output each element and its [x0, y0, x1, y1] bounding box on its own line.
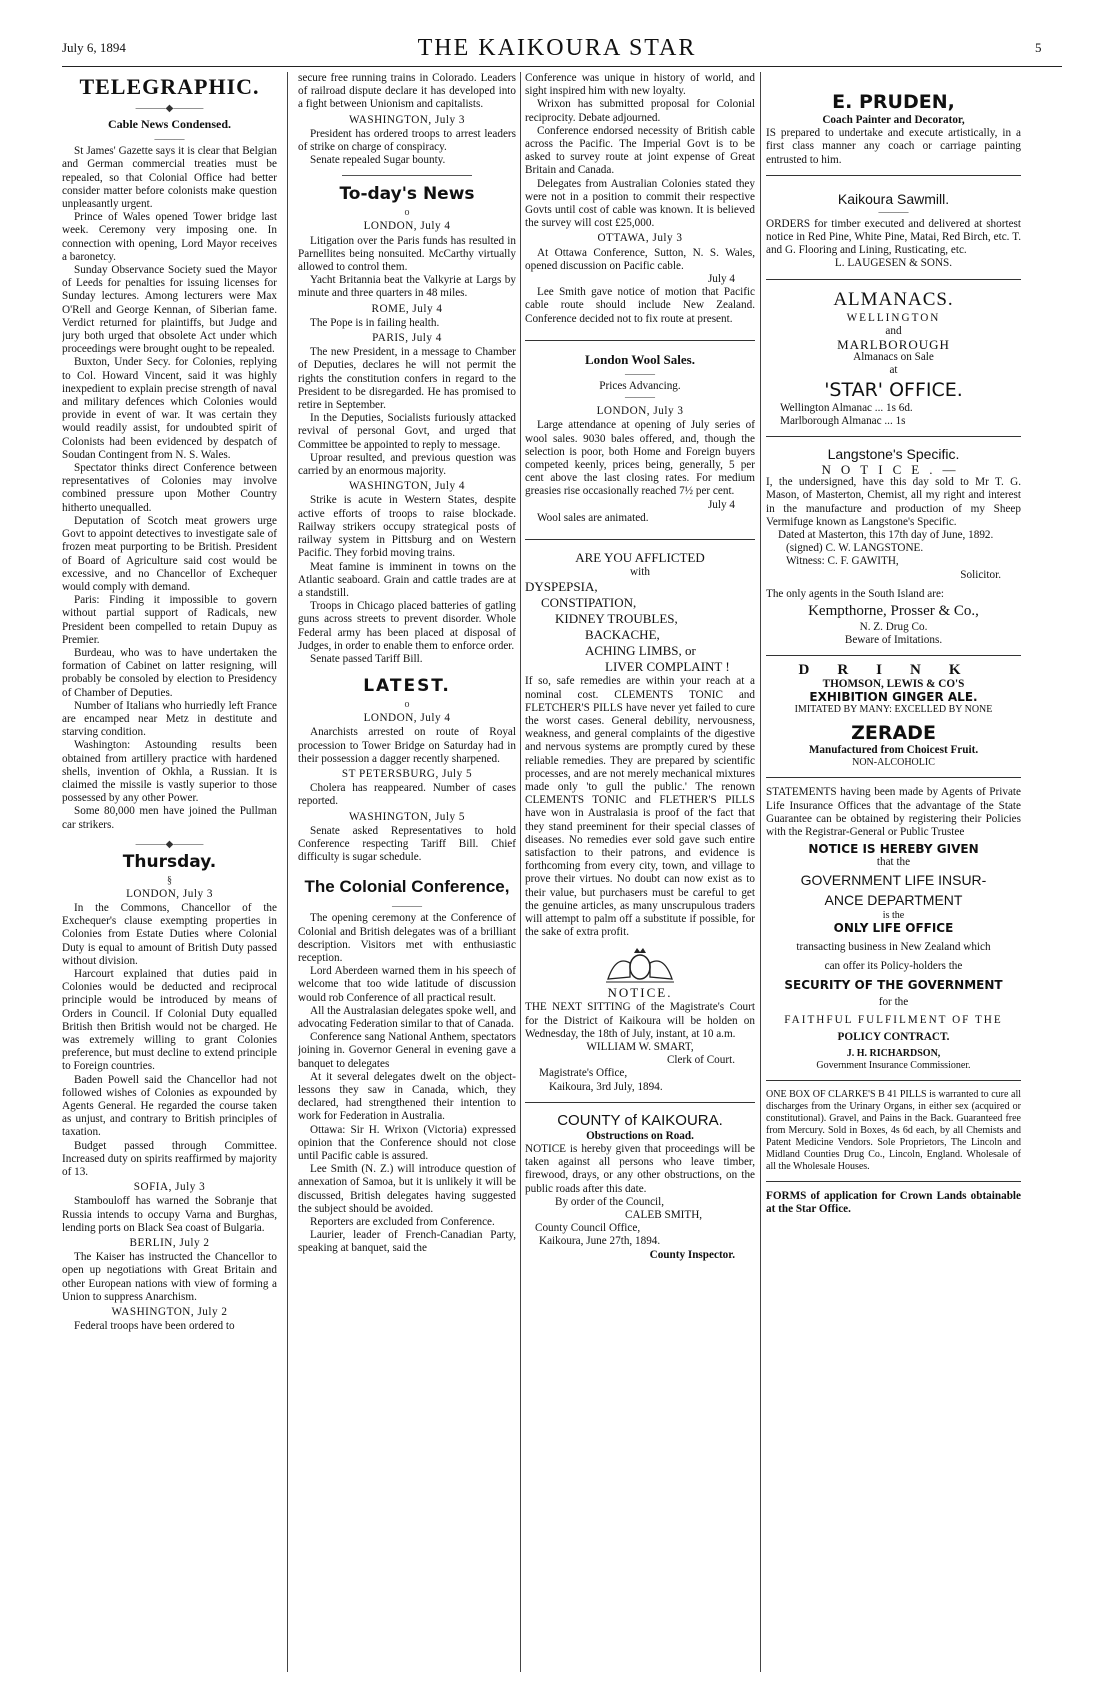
ad-line: EXHIBITION GINGER ALE.	[809, 689, 978, 704]
ad-line: NOTICE IS HEREBY GIVEN	[808, 842, 979, 857]
news-paragraph: secure free running trains in Colorado. Leaders of railroad dispute declare it has developed into a fight between Unionism and capitalists.	[298, 72, 516, 111]
section-title: LATEST.	[363, 676, 451, 697]
ad-line: for the	[878, 996, 909, 1009]
section-rule	[525, 539, 755, 540]
news-paragraph: Budget passed through Committee. Increased duty on spirits reaffirmed by majority of 13.	[62, 1139, 277, 1179]
section-rule	[766, 175, 1021, 176]
ad-line: Beware of Imitations.	[844, 634, 943, 647]
column-news	[298, 72, 516, 1677]
ad-title: Langstone's Specific.	[827, 446, 960, 463]
section-rule	[766, 436, 1021, 437]
section-rule	[525, 340, 755, 341]
dateline: WASHINGTON, July 4	[348, 480, 465, 493]
section-rule	[766, 279, 1021, 280]
ad-title: ARE YOU AFFLICTED	[575, 550, 705, 566]
column-divider	[287, 72, 288, 1672]
news-paragraph: Strike is acute in Western States, despite active efforts of troops to raise blockade. Railway strikers occupy strategical posts of railway system in Pittsburg and on Western Pacific. They forbid moving trains.	[298, 494, 516, 560]
ad-paragraph: If so, safe remedies are within your reach at a nominal cost. CLEMENTS TONIC and FLETCHER'S PILLS have never yet failed to cure the worst cases. General debility, nervousness, weakness, and general complaints of the digestive and nervous systems are promptly cured by these reliable remedies. They are prepared by scientific processes, and are not merely mechanical mixtures made only 'to gull the public.' The renown CLEMENTS TONIC and FLETHER'S PILLS have won in Australasia is proof of the fact that they stand preeminent for their special classes of diseases. No remedies ever sold gave such entire satisfaction to their patrons, and evidence is forthcoming from every city, town, and village to prove their virtues. No doubt can now exist as to their value, but purchasers must be careful to get the genuine articles, as many unscrupulous traders will attempt to palm off a substitute if possible, for the sake of extra profit.	[525, 675, 755, 939]
ad-line: that the	[876, 856, 911, 869]
section-title: London Wool Sales.	[585, 351, 695, 367]
section-rule	[525, 1102, 755, 1103]
ad-line: can offer its Policy-holders the	[824, 959, 963, 972]
dateline: WASHINGTON, July 2	[111, 1306, 228, 1319]
ad-title: DRINK	[798, 662, 989, 679]
news-paragraph: The opening ceremony at the Conference of Colonial and British delegates was of a brilliant description. Visitors met with enthusiastic reception.	[298, 912, 516, 964]
dateline: WASHINGTON, July 5	[348, 810, 465, 823]
royal-crest-icon	[600, 945, 680, 985]
short-rule: ———	[392, 901, 422, 913]
news-paragraph: Delegates from Australian Colonies stated they were not in a position to commit their respective Govts until cost of cable was known. It is believed the survey will cost £25,000.	[525, 177, 755, 230]
news-paragraph: Harcourt explained that duties paid in Colonies would be deducted and reciprocal principle would be introduced by means of Orders in Council. If Colonial Duty equalled British then British would not be charged. He was extremely willing to grant Colonies preference, but must decline to extend principle to Foreign countries.	[62, 967, 277, 1073]
news-paragraph: Litigation over the Paris funds has resulted in Parnellites being nonsuited. McCarthy virtually allowed to control them.	[298, 234, 516, 274]
ad-text: IS prepared to undertake and execute artistically, in a first class manner any coach or carriage painting entrusted to him.	[766, 127, 1021, 166]
county-signature: CALEB SMITH,	[625, 1209, 703, 1221]
county-date: Kaikoura, June 27th, 1894.	[539, 1235, 661, 1248]
ad-line: NON-ALCOHOLIC	[852, 757, 935, 769]
news-paragraph: The Pope is in failing health.	[310, 316, 440, 329]
section-mark: o	[404, 699, 410, 711]
ad-line: Government Insurance Commissioner.	[816, 1059, 971, 1071]
news-paragraph: St James' Gazette says it is clear that Belgian and German commercial treaties must be repealed, so that Colonial Office had better consider matter before colonists make question unpleasantly urgent.	[62, 145, 277, 211]
ad-subtitle: Coach Painter and Decorator,	[822, 114, 965, 126]
news-paragraph: Senate repealed Sugar bounty.	[310, 154, 446, 167]
news-paragraph: Prince of Wales opened Tower bridge last week. Ceremony very imposing one. In connection with opening, Lord Mayor receives a baronetcy.	[62, 211, 277, 263]
ad-line: MARLBOROUGH	[837, 337, 950, 353]
dateline: ST PETERSBURG, July 5	[341, 767, 473, 780]
news-paragraph: At it several delegates dwelt on the object-lessons they saw in Canada, which, they declared, had strengthened their intention to work for Federation in Australia.	[298, 1070, 516, 1123]
notice-date: Kaikoura, 3rd July, 1894.	[549, 1080, 663, 1093]
dateline: WASHINGTON, July 3	[348, 113, 465, 126]
news-paragraph: In the Commons, Chancellor of the Exchequer's clause exempting properties in Colonies from Estate Duties where Colonial Duty is equal to amount of British Duty passed without division.	[62, 901, 277, 967]
section-rule	[766, 1181, 1021, 1182]
dateline: ROME, July 4	[371, 302, 443, 315]
ad-line: (signed) C. W. LANGSTONE.	[786, 542, 924, 555]
section-rule	[342, 175, 473, 176]
dateline: SOFIA, July 3	[133, 1181, 206, 1194]
dateline: LONDON, July 4	[363, 712, 451, 725]
ad-line: ONLY LIFE OFFICE	[833, 920, 954, 935]
ad-line: SECURITY OF THE GOVERNMENT	[784, 978, 1003, 993]
news-paragraph: All the Australasian delegates spoke well, and advocating Federation similar to that of Canada.	[298, 1004, 516, 1030]
ad-line: N. Z. Drug Co.	[859, 621, 928, 634]
news-paragraph: Washington: Astounding results been obtained from artillery practice with hardened shells, invention of Okhla, a Russian. It is claimed the missile is vastly superior to those possessed by any other Power.	[62, 739, 277, 805]
news-paragraph: Buxton, Under Secy. for Colonies, replying to Col. Howard Vincent, said it was highly inexpedient to explain precise strength of naval and military defences which Colonies would provide in event of war. It was certain they would readily assist, for undoubted spirit of Colonists had been evidenced by despatch of Soudan Contingent from N. S. Wales.	[62, 356, 277, 461]
dateline: LONDON, July 4	[363, 220, 451, 233]
ad-line: IMITATED BY MANY: EXCELLED BY NONE	[794, 704, 993, 716]
news-paragraph: Paris: Finding it impossible to govern without partial support of Radicals, new President been compelled to retain Dupuy as Premier.	[62, 594, 277, 646]
dateline: LONDON, July 3	[126, 887, 213, 900]
news-paragraph: Senate asked Representatives to hold Conference respecting Tariff Bill. Chief difficulty is sugar schedule.	[298, 824, 516, 864]
page-number: 5	[1035, 40, 1042, 55]
news-paragraph: The Kaiser has instructed the Chancellor to open up negotiations with Great Britain and other European nations with view of forming a Union to suppress Anarchism.	[62, 1251, 277, 1303]
news-paragraph: Sunday Observance Society sued the Mayor of Leeds for penalties for issuing licenses for Sunday lectures. Among lecturers were Max O'Rell and George Kennan, of Siberian fame. Verdict returned for plaintiffs, but Judge and jury both urged that obsolete Act under which proceedings were brought ought to be repealed.	[62, 264, 277, 356]
ad-line: Solicitor.	[960, 568, 1001, 581]
ad-line: transacting business in New Zealand which	[796, 940, 991, 953]
news-paragraph: Reporters are excluded from Conference.	[310, 1216, 495, 1229]
county-role: County Inspector.	[649, 1248, 735, 1261]
short-rule: ———	[625, 369, 655, 381]
ad-line: GOVERNMENT LIFE INSUR-	[800, 871, 987, 888]
news-paragraph: Lee Smith (N. Z.) will introduce question of annexation of Samoa, but it is unlikely it will be discussed, British delegates having suggested the subject should be avoided.	[298, 1163, 516, 1215]
ailment-item: BACKACHE,	[585, 627, 660, 643]
short-rule: ———	[154, 134, 185, 146]
notice-text: THE NEXT SITTING of the Magistrate's Court for the District of Kaikoura will be holden on Wednesday, the 18th of July, instant, at 10 a.m.	[525, 1001, 755, 1040]
ailment-item: KIDNEY TROUBLES,	[555, 611, 678, 627]
ad-text: I, the undersigned, have this day sold to Mr T. G. Mason, of Masterton, Chemist, all my right and interest in the manufacture and production of my Sheep Vermifuge known as Langstone's Specific.	[766, 476, 1021, 528]
ad-signature: L. LAUGESEN & SONS.	[834, 257, 953, 270]
ad-line: Dated at Masterton, this 17th day of June, 1892.	[778, 529, 994, 542]
notice-office: Magistrate's Office,	[539, 1067, 628, 1080]
news-paragraph: Large attendance at opening of July series of wool sales. 9030 bales offered, and, though the selection is poor, both Home and Foreign buyers competed keenly, prices being, generally, 5 per cent above the last closing rates. For medium greasies rise occasionally reached 7½ per cent.	[525, 419, 755, 498]
section-rule	[766, 1080, 1021, 1081]
news-paragraph: President has ordered troops to arrest leaders of strike on charge of conspiracy.	[298, 127, 516, 154]
ad-line: NOTICE.—	[821, 462, 966, 478]
news-paragraph: Conference was unique in history of world, and sight inspired him with new loyalty.	[525, 72, 755, 98]
ad-line: POLICY CONTRACT.	[837, 1030, 950, 1043]
dateline: PARIS, July 4	[372, 332, 442, 345]
price-line: Wellington Almanac ... 1s 6d.	[780, 401, 913, 414]
ad-text: FORMS of application for Crown Lands obtainable at the Star Office.	[766, 1189, 1021, 1216]
news-paragraph: Conference sang National Anthem, spectators joining in. Governor General in evening gave a banquet to delegates	[298, 1031, 516, 1070]
ad-title: E. PRUDEN,	[832, 91, 955, 113]
ad-line: Manufactured from Choicest Fruit.	[808, 744, 979, 757]
news-paragraph: Laurier, leader of French-Canadian Party, speaking at banquet, said the	[298, 1229, 516, 1255]
price-line: Marlborough Almanac ... 1s	[780, 414, 906, 427]
ad-line: ANCE DEPARTMENT	[824, 891, 963, 908]
news-paragraph: Deputation of Scotch meat growers urge Govt to appoint detectives to investigate sale of frozen meat purporting to be British. President of Board of Agriculture said cost would be excessive, and no Chancellor of Exchequer would comply with demand.	[62, 514, 277, 593]
news-paragraph: At Ottawa Conference, Sutton, N. S. Wales, opened discussion on Pacific cable.	[525, 246, 755, 272]
news-paragraph: The new President, in a message to Chamber of Deputies, declares he will not permit the rights the constitution confers in regard to the President to be disregarded. He has promised to retire in September.	[298, 346, 516, 412]
ad-signature: J. H. RICHARDSON,	[846, 1047, 941, 1059]
section-rule	[766, 655, 1021, 656]
news-paragraph: Spectator thinks direct Conference between representatives of Colonies may involve combined pressure upon Mother Country hitherto unequalled.	[62, 462, 277, 514]
ailment-item: ACHING LIMBS, or	[585, 643, 696, 659]
ad-line: at	[889, 364, 898, 377]
ad-line: WELLINGTON	[846, 311, 941, 324]
ad-line: 'STAR' OFFICE.	[824, 378, 963, 401]
news-paragraph: Stambouloff has warned the Sobranje that Russia intends to occupy Varna and Burghas, lending ports on Black Sea coast of Bulgaria.	[62, 1195, 277, 1234]
news-paragraph: Some 80,000 men have joined the Pullman car strikers.	[62, 805, 277, 831]
news-paragraph: Number of Italians who hurriedly left France are encamped near Metz in destitute and starving condition.	[62, 699, 277, 739]
ad-text: ONE BOX OF CLARKE'S B 41 PILLS is warranted to cure all discharges from the Urinary Organs, in either sex (acquired or constitutional). Gravel, and Pains in the Back. Guaranteed free from Mercury. Sold in Boxes, 4s 6d each, by all Chemists and Patent Medicine Vendors. Sole Proprietors, The Lincoln and Midland Counties Drug Co., Lincoln, England. Wholesale of all the Wholesale Houses.	[766, 1088, 1021, 1172]
dateline: July 4	[707, 498, 735, 511]
news-paragraph: Conference endorsed necessity of British cable across the Pacific. The Imperial Govt is to be asked to survey route at joint expense of Great Britain and Canada.	[525, 124, 755, 177]
news-paragraph: Yacht Britannia beat the Valkyrie at Largs by minute and three quarters in 48 miles.	[298, 274, 516, 300]
county-subtitle: Obstructions on Road.	[586, 1129, 694, 1142]
ornament-rule: ———◆———	[135, 838, 204, 850]
news-paragraph: Wrixon has submitted proposal for Colonial reciprocity. Debate adjourned.	[525, 98, 755, 124]
column-advertisements	[766, 72, 1021, 1677]
section-mark: §	[167, 874, 172, 886]
ad-text: ORDERS for timber executed and delivered at shortest notice in Red Pine, White Pine, Matai, Red Birch, etc. T. and G. Flooring and Lining, Rusticating, etc.	[766, 217, 1021, 257]
masthead-title: THE KAIKOURA STAR	[417, 35, 697, 61]
section-title: To-day's News	[339, 184, 475, 205]
section-rule	[766, 777, 1021, 778]
news-paragraph: Senate passed Tariff Bill.	[310, 652, 423, 665]
section-title: TELEGRAPHIC.	[79, 74, 260, 99]
news-paragraph: Troops in Chicago placed batteries of gatling guns across streets to prevent disorder. Whole Federal army has been placed at disposal of Judges, in order to enable them to enforce order.	[298, 600, 516, 652]
dateline: BERLIN, July 2	[129, 1237, 210, 1250]
news-paragraph: Cholera has reappeared. Number of cases reported.	[298, 782, 516, 808]
county-text: NOTICE is hereby given that proceedings will be taken against all persons who leave timber, firewood, drays, or any other obstructions, on the public roads after this date.	[525, 1142, 755, 1195]
ailment-item: DYSPEPSIA,	[525, 579, 598, 595]
section-title: Thursday.	[122, 851, 217, 872]
short-rule: ———	[878, 206, 909, 218]
section-subtitle: Prices Advancing.	[599, 380, 681, 393]
ornament-rule: ———◆———	[135, 103, 204, 114]
header-rule	[62, 66, 1062, 67]
column-telegraphic	[62, 72, 277, 1677]
column-divider	[760, 72, 761, 1672]
ad-line: Kempthorne, Prosser & Co.,	[808, 603, 979, 620]
column-conference	[525, 72, 755, 1677]
news-paragraph: Wool sales are animated.	[537, 511, 649, 524]
news-paragraph: Baden Powell said the Chancellor had not followed wishes of Colonies as expounded by Agents General. He regarded the course taken as unjust, and contrary to British principles of taxation.	[62, 1073, 277, 1139]
news-paragraph: Meat famine is imminent in towns on the Atlantic seaboard. Grain and cattle trades are at a standstill.	[298, 560, 516, 599]
ad-title: Kaikoura Sawmill.	[837, 190, 950, 207]
short-rule: ———	[625, 392, 655, 404]
notice-role: Clerk of Court.	[666, 1054, 735, 1067]
news-paragraph: Federal troops have been ordered to	[74, 1320, 235, 1333]
news-paragraph: Uproar resulted, and previous question was carried by an enormous majority.	[298, 451, 516, 478]
ad-line: Witness: C. F. GAWITH,	[786, 555, 899, 568]
ad-line: and	[885, 324, 902, 337]
notice-signature: WILLIAM W. SMART,	[586, 1040, 694, 1053]
ad-title: ZERADE	[851, 722, 936, 745]
ad-line: Almanacs on Sale	[853, 351, 934, 364]
ad-line: FAITHFUL FULFILMENT OF THE	[784, 1013, 1003, 1026]
news-paragraph: Anarchists arrested on route of Royal procession to Tower Bridge on Saturday had in their possession a dagger recently sharpened.	[298, 726, 516, 765]
county-office: County Council Office,	[535, 1222, 641, 1235]
news-paragraph: Lee Smith gave notice of motion that Pacific cable route should include New Zealand. Conference decided not to fix route at present.	[525, 286, 755, 325]
ailment-item: LIVER COMPLAINT !	[605, 659, 730, 675]
news-paragraph: Burdeau, who was to have undertaken the formation of Cabinet on latter resigning, will probably be consoled by election to Presidency of Chamber of Deputies.	[62, 646, 277, 699]
dateline: OTTAWA, July 3	[597, 232, 683, 245]
ad-text: STATEMENTS having been made by Agents of Private Life Insurance Offices that the advantage of the State Guarantee can be obtained by registering their Policies with the Registrar-General or Public Trustee	[766, 786, 1021, 838]
ad-line: The only agents in the South Island are:	[766, 587, 945, 600]
column-divider	[520, 72, 521, 1672]
ailment-item: CONSTIPATION,	[541, 595, 637, 611]
dateline: July 4	[707, 273, 735, 286]
county-title: COUNTY of KAIKOURA.	[557, 1111, 723, 1129]
issue-date: July 6, 1894	[62, 40, 126, 55]
section-subtitle: Cable News Condensed.	[107, 117, 231, 131]
news-paragraph: Ottawa: Sir H. Wrixon (Victoria) expressed opinion that the Conference should not close until Pacific cable is assured.	[298, 1123, 516, 1163]
section-mark: o	[404, 207, 410, 219]
ad-line: is the	[882, 909, 905, 921]
section-title: The Colonial Conference,	[304, 877, 510, 897]
news-paragraph: Lord Aberdeen warned them in his speech of welcome that too wide latitude of discussion would rob Conference of all practical result.	[298, 965, 516, 1004]
ad-text: with	[630, 566, 650, 579]
page-header	[0, 0, 1114, 60]
ad-title: ALMANACS.	[833, 288, 954, 310]
dateline: LONDON, July 3	[596, 405, 684, 418]
news-paragraph: In the Deputies, Socialists furiously attacked revival of personal Govt, and urged that Committee be appointed to reply to message.	[298, 412, 516, 451]
county-order: By order of the Council,	[555, 1195, 665, 1208]
notice-title: NOTICE.	[607, 985, 673, 1001]
ad-line: THOMSON, LEWIS & CO'S	[822, 677, 965, 690]
